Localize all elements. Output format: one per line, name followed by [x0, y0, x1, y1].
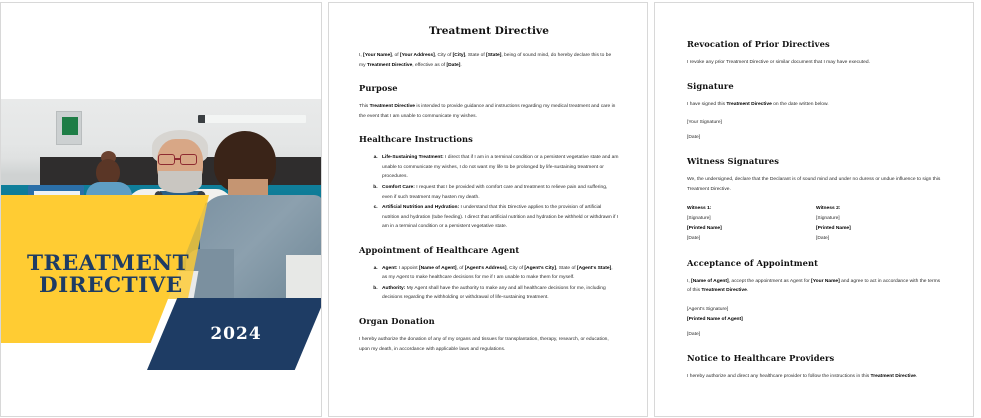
cover-title-line-1: TREATMENT [27, 251, 190, 276]
item-label: Comfort Care: [382, 184, 415, 190]
appointment-list [359, 264, 619, 303]
witness-column-1 [687, 204, 816, 244]
heading-signature: Signature [687, 80, 734, 91]
document-page-cover [0, 2, 322, 417]
witness-paragraph: We, the undersigned, declare that the Declarant is of sound mind and under no duress or undue influence to sign this Treatment Directive. [687, 177, 941, 192]
item-text: , of [456, 265, 465, 271]
witness-1-signature: [Signature] [687, 216, 711, 222]
purpose-t1: This [359, 104, 370, 110]
field-date: [Date] [446, 62, 461, 68]
witness-1-date: [Date] [687, 236, 701, 242]
field-agents-signature: [Agent's Signature] [687, 306, 729, 312]
heading-purpose: Purpose [359, 83, 398, 94]
field-date: [Date] [687, 135, 701, 141]
agent-signature-block [687, 305, 945, 340]
item-text: I direct that if I am in a terminal condition or a persistent vegetative state and am unable to communicate my wishes, I do not want my life to be prolonged by life-sustaining treatment or procedures. [382, 155, 619, 180]
item-text: My Agent shall have the authority to make any and all healthcare decisions for me, including decisions regarding the withholding or withdrawal of life-sustaining treatment. [382, 285, 606, 301]
witness-column-2 [816, 204, 945, 244]
item-text: , State of [556, 265, 577, 271]
document-page-3 [654, 2, 974, 417]
list-item [379, 153, 619, 182]
field-your-name: [Your Name] [363, 53, 392, 58]
purpose-t2: is intended to provide guidance and instructions regarding my medical treatment and care in the event that I am unable to communicate my wishes. [359, 104, 616, 119]
field-agents-city: [Agent's City] [524, 265, 556, 271]
item-text: I appoint [397, 265, 419, 271]
acceptance-t2: , accept the appointment as Agent for [728, 278, 812, 284]
cover-title-line-2: DIRECTIVE [39, 273, 183, 299]
item-text: , as my Agent to make healthcare decisions for me if I am unable to make them for myself. [382, 265, 613, 281]
witness-1-label: Witness 1: [687, 206, 712, 212]
item-text: I understand that this Directive applies to the provision of artificial nutrition and hydration (tube feeding). I direct that artificial nutrition and hydration be withheld or withdrawn if I am in a terminal condition or a persistent vegetative state. [382, 205, 619, 230]
intro-t6: , effective as of [412, 62, 447, 68]
field-city: [City] [452, 53, 466, 58]
item-text: , City of [506, 265, 525, 271]
photo-doctor-glasses-bridge [175, 158, 180, 160]
acceptance-t1: I, [687, 278, 692, 284]
heading-appointment-of-healthcare-agent: Appointment of Healthcare Agent [359, 244, 520, 255]
heading-organ-donation: Organ Donation [359, 316, 435, 326]
field-state: [State] [486, 53, 502, 58]
signature-block [687, 118, 945, 143]
acceptance-paragraph [687, 277, 945, 296]
term-treatment-directive: Treatment Directive [870, 373, 916, 379]
field-name-of-agent: [Name of Agent] [691, 278, 729, 284]
list-item [379, 264, 619, 283]
heading-revocation-of-prior-directives: Revocation of Prior Directives [687, 39, 830, 49]
field-your-name: [Your Name] [811, 278, 840, 284]
cross-vertical-icon [68, 120, 72, 132]
photo-doctor-glasses-right [180, 154, 197, 165]
list-item [379, 203, 619, 232]
field-agent-date: [Date] [687, 331, 701, 337]
field-agents-address: [Agent's Address] [464, 265, 507, 271]
intro-t4: , State of [465, 53, 487, 58]
term-treatment-directive: Treatment Directive [701, 288, 747, 294]
first-aid-kit-icon [56, 111, 82, 145]
field-your-signature: [Your Signature] [687, 120, 722, 126]
signature-t2: on the date written below. [771, 101, 829, 107]
heading-acceptance-of-appointment: Acceptance of Appointment [687, 257, 819, 268]
item-label: Artificial Nutrition and Hydration: [382, 205, 460, 211]
document-page-2 [328, 2, 648, 417]
intro-t7: . [460, 62, 462, 68]
term-treatment-directive: Treatment Directive [369, 104, 416, 110]
term-treatment-directive: Treatment Directive [366, 62, 413, 68]
heading-notice-to-healthcare-providers: Notice to Healthcare Providers [687, 352, 835, 363]
item-label: Life-Sustaining Treatment: [382, 155, 444, 161]
notice-t2: . [915, 373, 918, 379]
item-label: Agent: [382, 265, 398, 271]
list-item [379, 183, 619, 202]
photo-doctor-glasses-left [158, 154, 175, 165]
field-your-address: [Your Address] [399, 53, 435, 58]
page-title: Treatment Directive [428, 25, 550, 37]
intro-t1: I, [359, 53, 364, 58]
notice-paragraph [687, 372, 945, 382]
list-item [379, 284, 619, 303]
intro-t2: , of [391, 53, 400, 58]
intro-paragraph [359, 51, 619, 70]
cover-year: 2024 [210, 324, 262, 344]
cross-horizontal-icon [64, 124, 76, 128]
acceptance-t3: and agree to act in accordance with the terms of this [687, 278, 941, 294]
field-agents-state: [Agent's State] [576, 265, 612, 271]
item-label: Authority: [382, 285, 406, 291]
photo-doctor-beard [158, 171, 202, 193]
signature-paragraph [687, 100, 945, 110]
witness-2-signature: [Signature] [816, 216, 840, 222]
cover-title [25, 253, 275, 298]
acceptance-t4: . [746, 288, 749, 294]
item-text: I request that I be provided with comfort care and treatment to relieve pain and suffering, even if such treatment may hasten my death. [382, 184, 608, 200]
witness-signature-grid [687, 204, 945, 244]
witness-2-label: Witness 2: [816, 206, 841, 212]
heading-witness-signatures: Witness Signatures [687, 156, 780, 167]
heading-healthcare-instructions: Healthcare Instructions [359, 134, 473, 145]
field-name-of-agent: [Name of Agent] [418, 265, 457, 271]
revocation-paragraph: I revoke any prior Treatment Directive or similar document that I may have executed. [687, 60, 870, 65]
ceiling-light-icon [198, 115, 306, 123]
notice-t1: I hereby authorize and direct any healthcare provider to follow the instructions in this [687, 373, 871, 379]
witness-2-printed-name: [Printed Name] [816, 226, 851, 232]
organ-donation-paragraph: I hereby authorize the donation of any of my organs and tissues for transplantation, therapy, research, or education, upon my death, in accordance with applicable laws and regulations. [359, 337, 609, 352]
field-printed-name-of-agent: [Printed Name of Agent] [687, 316, 743, 322]
signature-t1: I have signed this [687, 101, 727, 107]
healthcare-instructions-list [359, 153, 619, 232]
intro-t3: , City of [434, 53, 453, 58]
witness-1-printed-name: [Printed Name] [687, 226, 722, 232]
witness-2-date: [Date] [816, 236, 830, 242]
term-treatment-directive: Treatment Directive [726, 101, 772, 107]
photo-chair [286, 255, 322, 299]
intro-t5: , being of sound mind, do hereby declare this to be my [359, 53, 612, 68]
purpose-paragraph [359, 102, 619, 121]
